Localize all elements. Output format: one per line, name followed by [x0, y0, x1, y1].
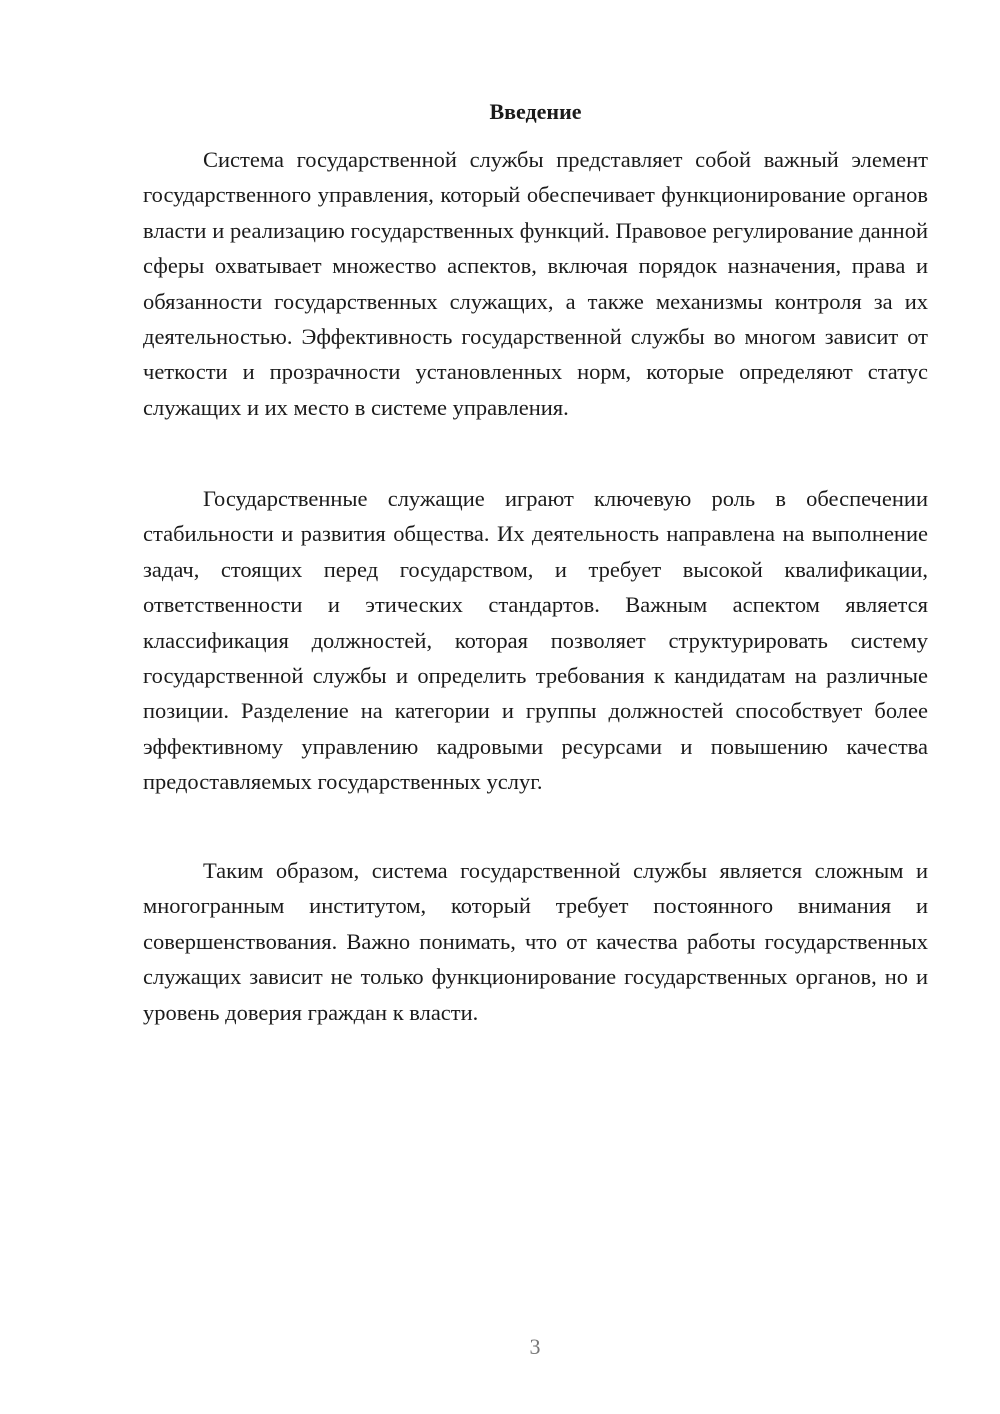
paragraph-1: Система государственной службы представляет собой важный элемент государственного управления, который обеспечивает функционирование органов власти и реализацию государственных функций. Правовое регулирование данной сферы охватывает множество аспектов, включая порядок назначения, права и обязанности государственных служащих, а также механизмы контроля за их деятельностью. Эффективность государственной службы во многом зависит от четкости и прозрачности установленных норм, которые определяют статус служащих и их место в системе управления.	[143, 147, 928, 420]
paragraph-2: Государственные служащие играют ключевую роль в обеспечении стабильности и развития общества. Их деятельность направлена на выполнение задач, стоящих перед государством, и требует высокой квалификации, ответственности и этических стандартов. Важным аспектом является классификация должностей, которая позволяет структурировать систему государственной службы и определить требования к кандидатам на различные позиции. Разделение на категории и группы должностей способствует более эффективному управлению кадровыми ресурсами и повышению качества предоставляемых государственных услуг.	[143, 486, 928, 795]
page-title: Введение	[489, 99, 582, 124]
page-number: 3	[529, 1334, 541, 1359]
paragraph-3: Таким образом, система государственной службы является сложным и многогранным институтом, который требует постоянного внимания и совершенствования. Важно понимать, что от качества работы государственных служащих зависит не только функционирование государственных органов, но и уровень доверия граждан к власти.	[143, 858, 928, 1025]
